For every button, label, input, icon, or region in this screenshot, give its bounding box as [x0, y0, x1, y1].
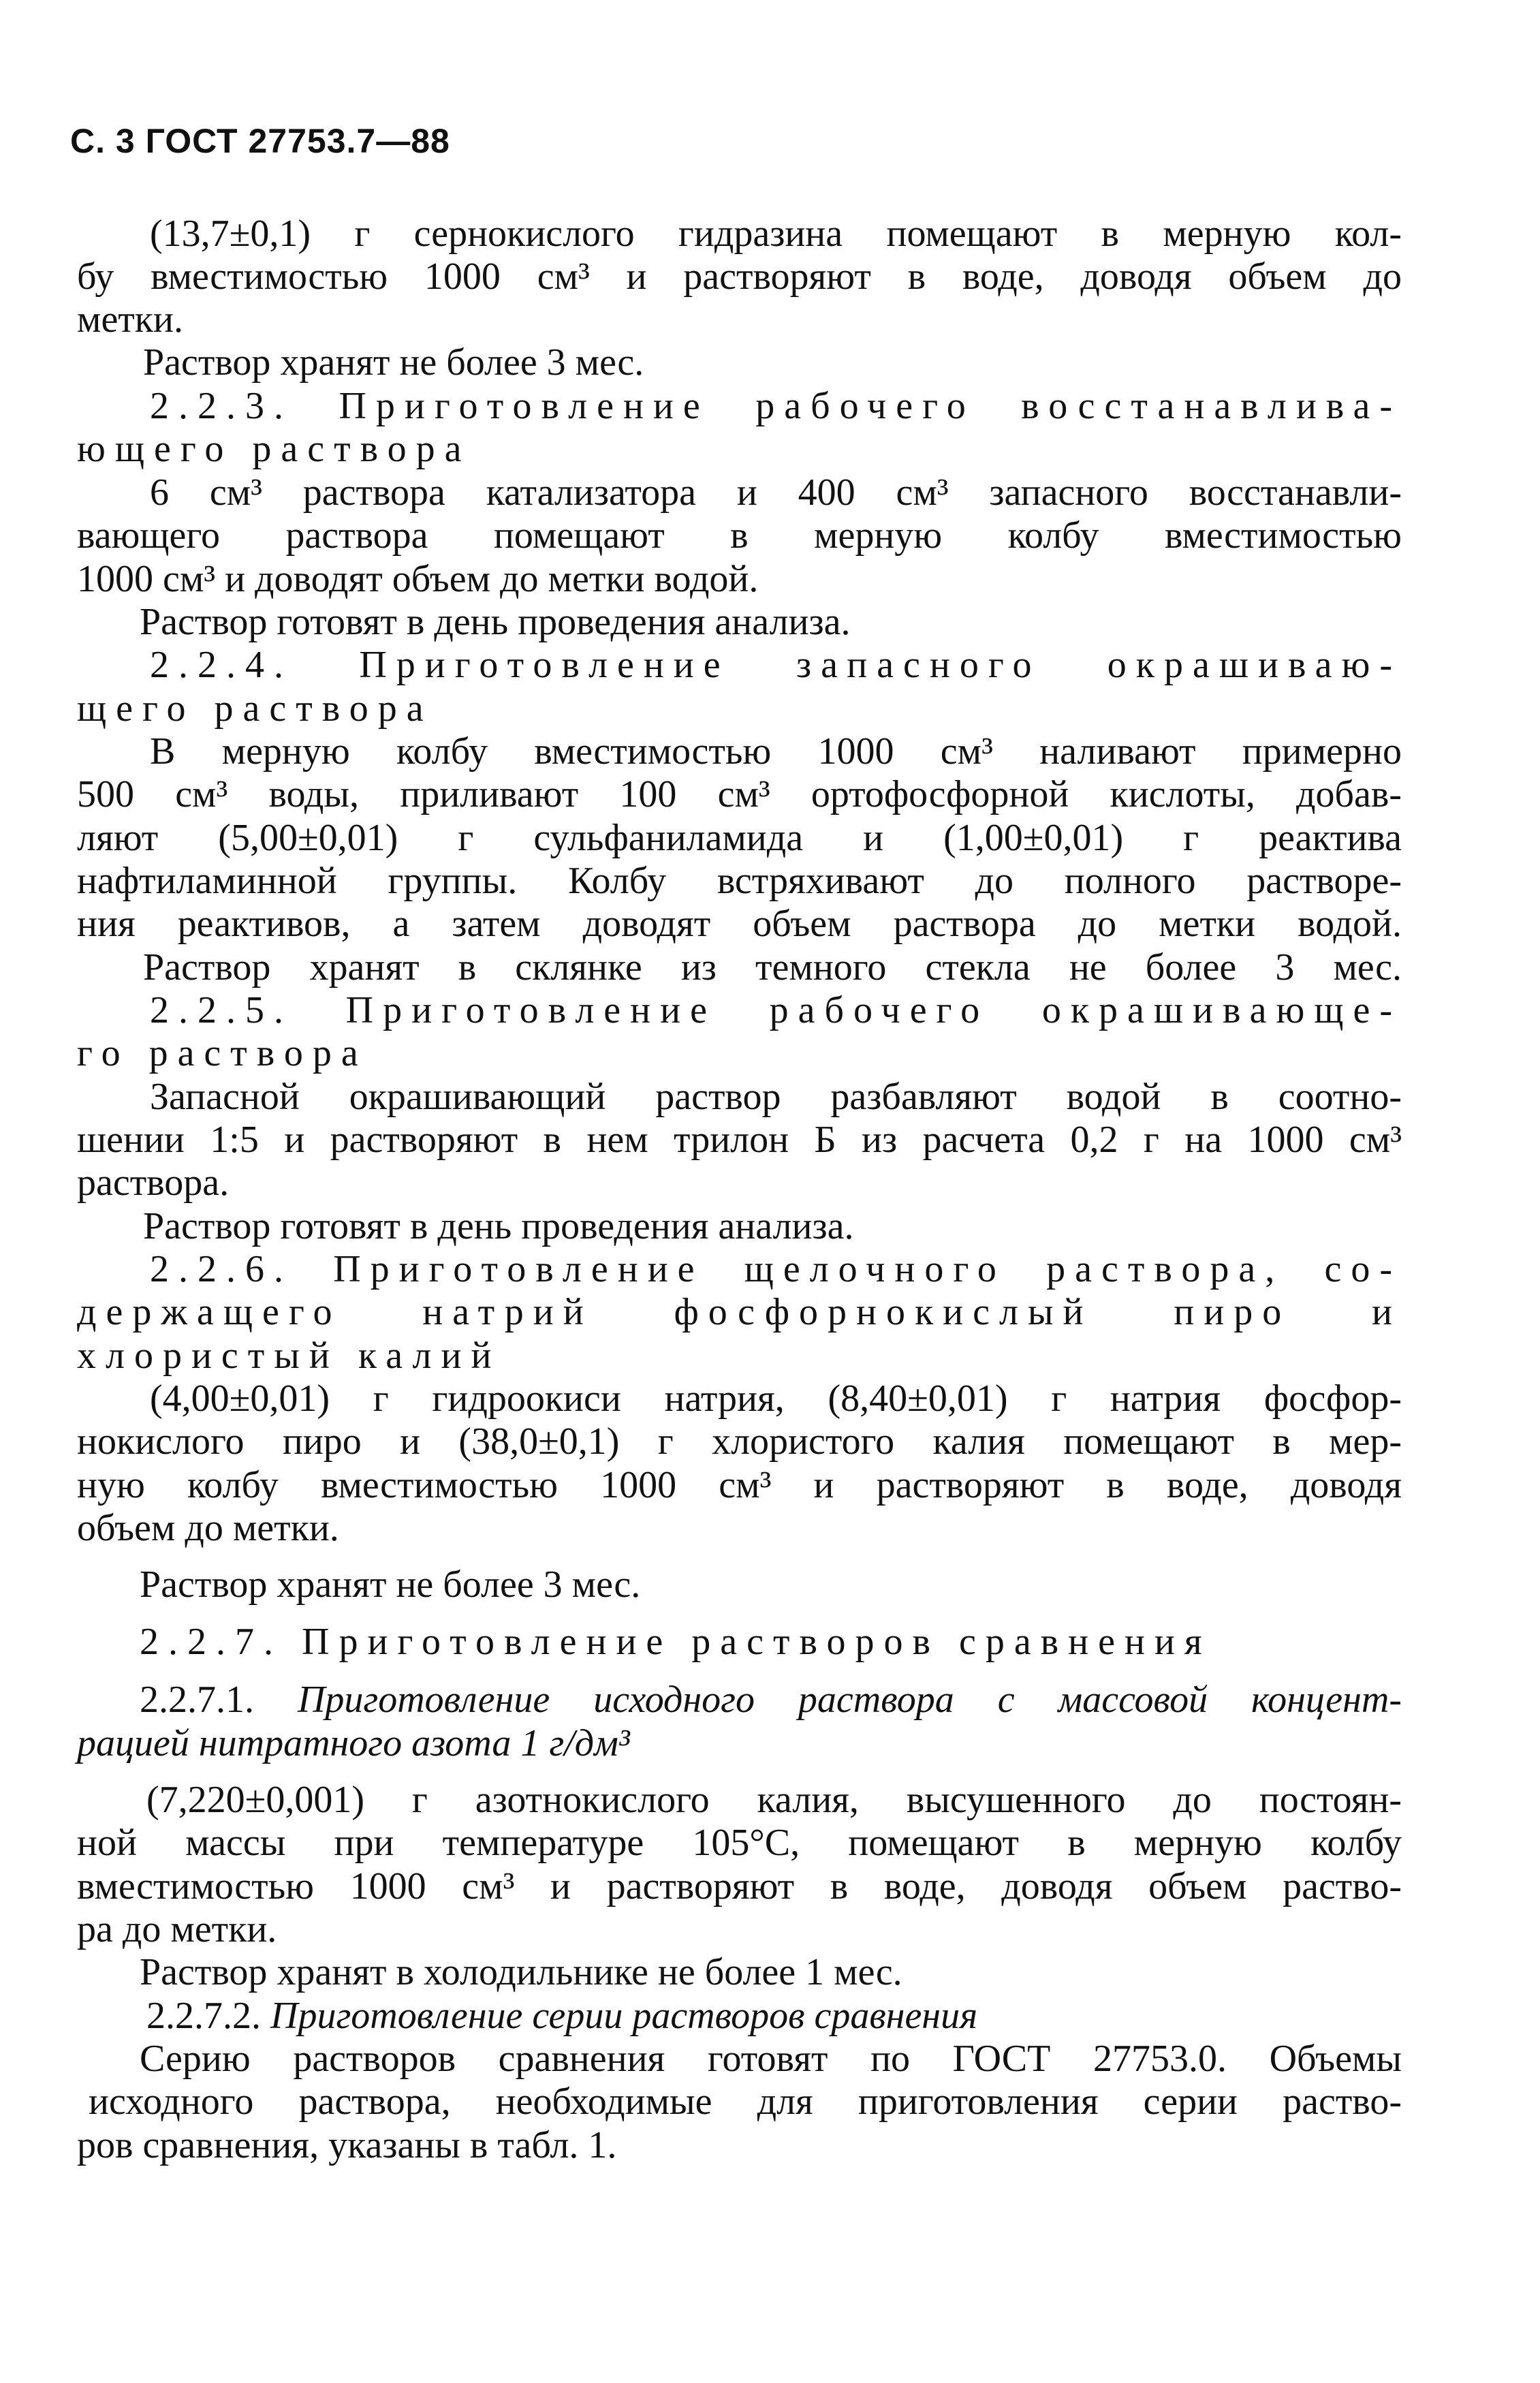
- text-line: (7,220±0,001) г азотнокислого калия, высушенного до постоян-: [146, 1779, 1402, 1821]
- section-heading-2-2-5-cont: го раствора: [77, 1032, 368, 1074]
- text-line: ров сравнения, указаны в табл. 1.: [77, 2124, 617, 2166]
- text-line: исходного раствора, необходимые для приготовления серии раство-: [89, 2081, 1402, 2123]
- text-line: ния реактивов, а затем доводят объем раствора до метки водой.: [77, 903, 1402, 945]
- text-line: Раствор готовят в день проведения анализа.: [140, 601, 851, 643]
- text-line: 1000 см³ и доводят объем до метки водой.: [77, 558, 759, 600]
- subsection-heading-2-2-7-2: [146, 1994, 1402, 2038]
- text-line: Раствор хранят в склянке из темного стекла не более 3 мес.: [143, 946, 1402, 988]
- section-heading-2-2-4-cont: щего раствора: [77, 687, 433, 730]
- section-heading-2-2-6: 2.2.6. Приготовление щелочного раствора, со-: [150, 1248, 1402, 1290]
- section-heading-2-2-6-cont: держащего натрий фосфорнокислый пиро и: [77, 1291, 1402, 1333]
- section-number: 2.2.7.1.: [140, 1679, 298, 1721]
- text-line: ляют (5,00±0,01) г сульфаниламида и (1,00±0,01) г реактива: [77, 817, 1402, 859]
- text-line: Запасной окрашивающий раствор разбавляют водой в соотно-: [150, 1076, 1402, 1118]
- section-number: 2.2.7.2.: [146, 1995, 270, 2037]
- text-line: раствора.: [77, 1162, 230, 1204]
- text-line: бу вместимостью 1000 см³ и растворяют в воде, доводя объем до: [77, 255, 1402, 298]
- section-heading-2-2-3: 2.2.3. Приготовление рабочего восстанавлива-: [150, 385, 1402, 427]
- text-line: метки.: [77, 298, 183, 341]
- text-line: Серию растворов сравнения готовят по ГОСТ 27753.0. Объемы: [140, 2038, 1402, 2080]
- text-line: ную колбу вместимостью 1000 см³ и растворяют в воде, доводя: [77, 1464, 1402, 1506]
- text-line: 6 см³ раствора катализатора и 400 см³ запасного восстанавли-: [150, 471, 1402, 514]
- text-line: нокислого пиро и (38,0±0,1) г хлористого калия помещают в мер-: [77, 1420, 1402, 1463]
- text-line: вающего раствора помещают в мерную колбу вместимостью: [77, 514, 1402, 557]
- text-line: (4,00±0,01) г гидроокиси натрия, (8,40±0,01) г натрия фосфор-: [150, 1377, 1402, 1420]
- text-line: (13,7±0,1) г сернокислого гидразина помещают в мерную кол-: [150, 213, 1402, 255]
- text-line: Раствор хранят в холодильнике не более 1 мес.: [140, 1951, 902, 1993]
- text-line: объем до метки.: [77, 1507, 339, 1549]
- text-line: Раствор готовят в день проведения анализа.: [143, 1205, 854, 1247]
- text-line: Раствор хранят не более 3 мес.: [140, 1563, 641, 1606]
- subsection-heading-2-2-7-1: [140, 1678, 1402, 1722]
- text-line: ной массы при температуре 105°С, помещают в мерную колбу: [77, 1822, 1402, 1864]
- section-heading-2-2-3-cont: ющего раствора: [77, 428, 471, 470]
- text-line: шении 1:5 и растворяют в нем трилон Б из расчета 0,2 г на 1000 см³: [77, 1119, 1402, 1161]
- page-header: С. 3 ГОСТ 27753.7—88: [70, 122, 450, 160]
- text-line: Раствор хранят не более 3 мес.: [143, 341, 644, 384]
- text-line: В мерную колбу вместимостью 1000 см³ наливают примерно: [150, 730, 1402, 773]
- section-heading-2-2-5: 2.2.5. Приготовление рабочего окрашивающе-: [150, 989, 1402, 1031]
- section-title: Приготовление исходного раствора с массовой концент-: [297, 1679, 1402, 1721]
- text-line: ра до метки.: [77, 1908, 277, 1950]
- text-line: нафтиламинной группы. Колбу встряхивают до полного растворе-: [77, 860, 1402, 902]
- section-heading-2-2-6-end: хлористый калий: [77, 1335, 501, 1377]
- section-heading-2-2-4: 2.2.4. Приготовление запасного окрашиваю-: [150, 644, 1402, 686]
- text-line: 500 см³ воды, приливают 100 см³ ортофосфорной кислоты, добав-: [77, 773, 1402, 815]
- section-title: Приготовление серии растворов сравнения: [270, 1995, 978, 2037]
- text-line: вместимостью 1000 см³ и растворяют в воде, доводя объем раство-: [77, 1865, 1402, 1907]
- section-heading-2-2-7: 2.2.7. Приготовление растворов сравнения: [140, 1621, 1212, 1663]
- subsection-heading-2-2-7-1-cont: рацией нитратного азота 1 г/дм³: [77, 1722, 630, 1764]
